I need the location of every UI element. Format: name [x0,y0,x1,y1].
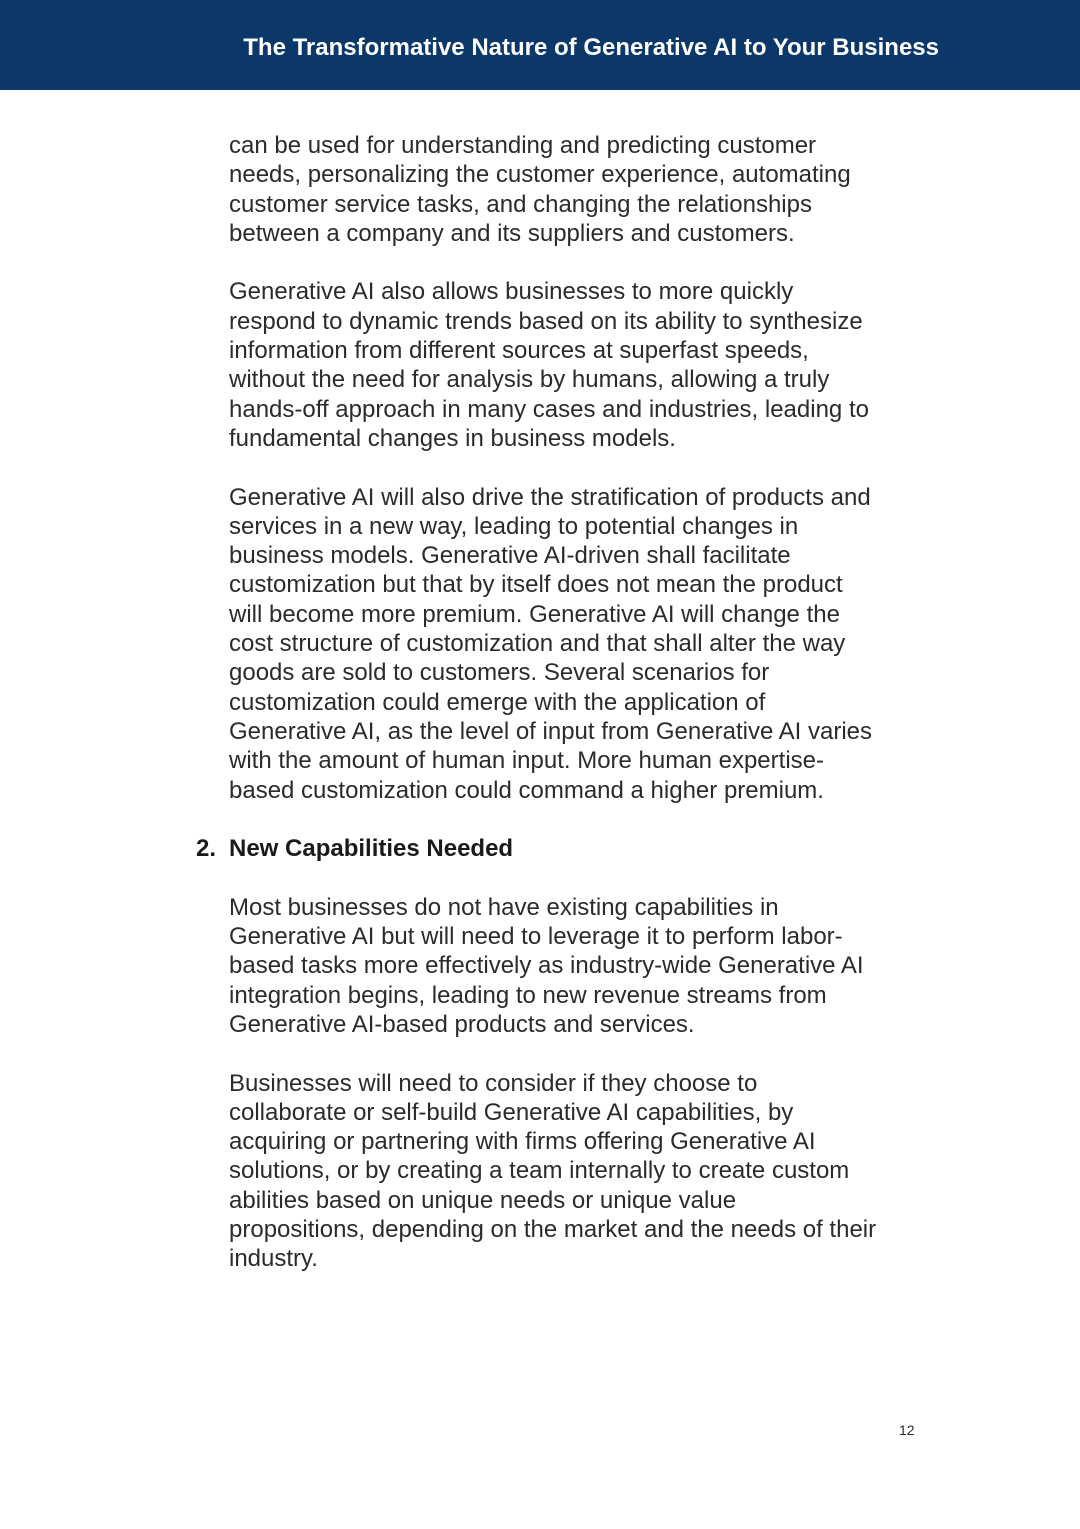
body-paragraph-3: Generative AI will also drive the stratification of products and services in a new way, leading to potential changes in business models. Generative AI-driven shall facilitate customization but that by itself does not mean the product will become more premium. Generative AI will change the cost structure of customization and that shall alter the way goods are sold to customers. Several scenarios for customization could emerge with the application of Generative AI, as the level of input from Generative AI varies with the amount of human input. More human expertise- based customization could command a higher premium. [229,483,872,804]
page-body [196,131,929,1274]
section-paragraph-1: Most businesses do not have existing capabilities in Generative AI but will need to leverage it to perform labor- based tasks more effectively as industry-wide Generative AI integration begins, leading to new revenue streams from Generative AI-based products and services. [229,893,864,1038]
document-title: The Transformative Nature of Generative AI to Your Business [243,34,939,61]
section-title: New Capabilities Needed [229,835,514,863]
section-heading [196,834,929,863]
section-paragraph-2: Businesses will need to consider if they choose to collaborate or self-build Generative AI capabilities, by acquiring or partnering with firms offering Generative AI solutions, or by creating a team internally to create custom abilities based on unique needs or unique value propositions, depending on the market and the needs of their industry. [229,1069,877,1273]
section-number: 2. [196,835,217,863]
page-number: 12 [899,1422,915,1438]
header-band [0,0,1080,90]
body-paragraph-2: Generative AI also allows businesses to more quickly respond to dynamic trends based on its ability to synthesize information from different sources at superfast speeds, without the need for analysis by humans, allowing a truly hands-off approach in many cases and industries, leading to fundamental changes in business models. [229,278,869,452]
body-paragraph-1: can be used for understanding and predicting customer needs, personalizing the customer experience, automating customer service tasks, and changing the relationships between a company and its suppliers and customers. [229,132,851,247]
